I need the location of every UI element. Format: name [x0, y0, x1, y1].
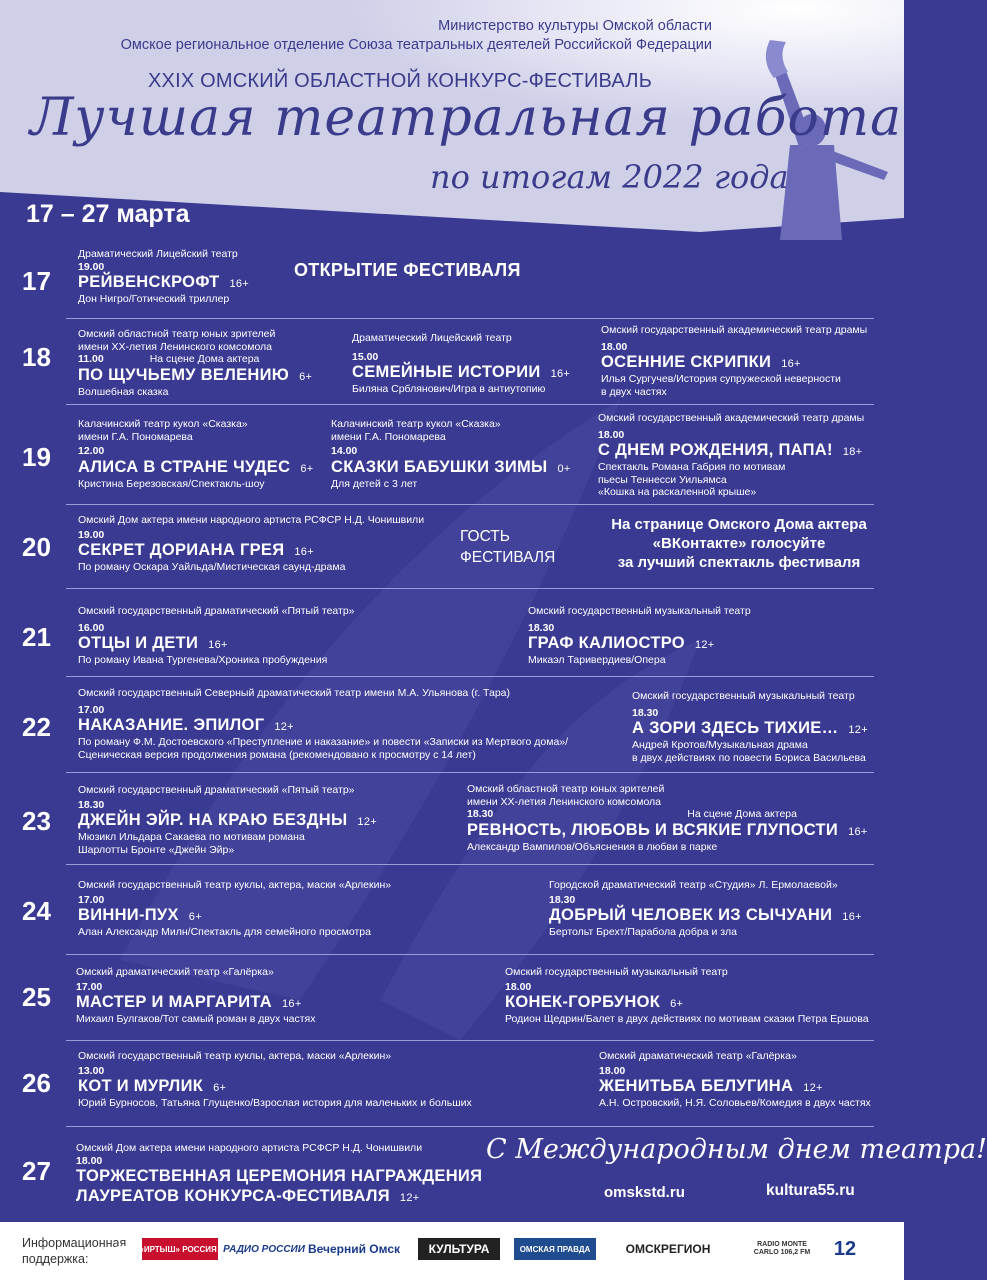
omskaya-pravda-logo: ОМСКАЯ ПРАВДА	[514, 1238, 596, 1260]
event-title: ОСЕННИЕ СКРИПКИ	[601, 353, 772, 372]
age-rating: 16+	[208, 639, 228, 652]
theatre-name: Омский государственный академический театр драмы	[598, 412, 865, 424]
event-description: Михаил Булгаков/Тот самый роман в двух частях	[76, 1012, 316, 1025]
event-time: 18.00	[598, 428, 625, 441]
age-rating: 6+	[188, 911, 202, 924]
festival-edition: XXIX ОМСКИЙ ОБЛАСТНОЙ КОНКУРС-ФЕСТИВАЛЬ	[148, 70, 653, 92]
event-time: 18.30	[78, 798, 105, 811]
separator	[66, 504, 874, 505]
theatre-name: Омский областной театр юных зрителей	[467, 783, 665, 795]
venue-note: На сцене Дома актера	[149, 353, 260, 366]
event-description: А.Н. Островский, Н.Я. Соловьев/Комедия в двух частях	[599, 1096, 871, 1109]
age-rating: 12+	[274, 721, 294, 734]
event-description: Мюзикл Ильдара Сакаева по мотивам романа	[78, 830, 305, 843]
event-description-line2: Сценическая версия продолжения романа (рекомендовано к просмотру с 14 лет)	[78, 748, 476, 761]
vk-voting-notice	[604, 516, 874, 572]
age-rating: 6+	[300, 462, 314, 475]
event-time: 16.00	[78, 621, 105, 634]
event-dorian-gray	[78, 514, 424, 574]
separator	[66, 676, 874, 677]
info-support-label	[22, 1236, 126, 1267]
radio-monte-carlo-logo: RADIO MONTE CARLO 106,2 FM	[753, 1241, 811, 1256]
guest-line2: ФЕСТИВАЛЯ	[460, 548, 556, 566]
day-26: 26	[22, 1068, 51, 1098]
event-description-line2: в двух действиях по повести Бориса Васильева	[632, 751, 866, 764]
channel-12-logo: 12	[833, 1237, 857, 1260]
event-happy-birthday-dad	[598, 412, 864, 499]
event-winter-tales	[331, 418, 571, 490]
festival-dates: 17 – 27 марта	[26, 200, 190, 228]
event-description: По роману Ф.М. Достоевского «Преступление и наказание» и повести «Записки из Мертвого дома»/	[78, 735, 569, 748]
event-title: СКАЗКИ БАБУШКИ ЗИМЫ	[331, 457, 548, 476]
event-description: Биляна Срблянович/Игра в антиутопию	[352, 382, 546, 395]
event-title: А ЗОРИ ЗДЕСЬ ТИХИЕ…	[632, 719, 839, 738]
event-time: 19.00	[78, 528, 105, 541]
event-description: По роману Ивана Тургенева/Хроника пробуждения	[78, 653, 328, 666]
event-description: Андрей Кротов/Музыкальная драма	[632, 738, 808, 751]
event-title: ВИННИ-ПУХ	[78, 906, 179, 925]
event-title: МАСТЕР И МАРГАРИТА	[76, 993, 272, 1012]
separator	[66, 1040, 874, 1041]
theatre-name: Омский государственный академический театр драмы	[601, 324, 868, 336]
event-description: Дон Нигро/Готический триллер	[78, 292, 230, 305]
age-rating: 0+	[557, 462, 571, 475]
separator	[66, 1126, 874, 1127]
event-good-person-sichuan	[549, 879, 862, 939]
festival-opening: ОТКРЫТИЕ ФЕСТИВАЛЯ	[294, 260, 521, 280]
event-time: 19.00	[78, 260, 105, 273]
event-description: Илья Сургучев/История супружеской неверности	[601, 372, 841, 385]
day-25: 25	[22, 982, 51, 1012]
day-18: 18	[22, 342, 51, 372]
theatre-name-line2: имени Г.А. Пономарева	[331, 430, 446, 443]
event-title: РЕЙВЕНСКРОФТ	[78, 273, 220, 292]
theatre-name: Калачинский театр кукол «Сказка»	[78, 418, 248, 430]
theatre-name: Омский государственный музыкальный театр	[505, 966, 728, 978]
event-count-cagliostro	[528, 605, 751, 667]
theatre-name-line2: имени Г.А. Пономарева	[78, 430, 193, 443]
separator	[66, 954, 874, 955]
event-time: 17.00	[76, 980, 103, 993]
age-rating: 12+	[848, 724, 868, 737]
event-time: 18.30	[549, 893, 576, 906]
ministry-name: Министерство культуры Омской области	[438, 18, 712, 34]
event-time: 18.00	[505, 980, 532, 993]
event-autumn-violins	[601, 324, 867, 398]
age-rating: 12+	[399, 1191, 420, 1204]
age-rating: 6+	[213, 1082, 227, 1095]
festival-guest	[460, 527, 555, 569]
day-17: 17	[22, 266, 51, 296]
event-title: ПО ЩУЧЬЕМУ ВЕЛЕНИЮ	[78, 365, 290, 384]
age-rating: 18+	[842, 446, 863, 459]
theatre-name: Омский Дом актера имени народного артиста РСФСР Н.Д. Чонишвили	[76, 1142, 423, 1154]
info-support-label-line1: Информационная	[22, 1236, 127, 1250]
event-time: 17.00	[78, 893, 105, 906]
theatre-name: Омский областной театр юных зрителей	[78, 328, 276, 340]
event-time: 13.00	[78, 1064, 105, 1077]
event-humpbacked-horse	[505, 966, 869, 1026]
age-rating: 16+	[842, 911, 862, 924]
day-22: 22	[22, 712, 51, 742]
event-title: НАКАЗАНИЕ. ЭПИЛОГ	[78, 716, 265, 735]
gtrk-irtysh-logo: ГТРК «ИРТЫШ» РОССИЯ ОМСК	[142, 1238, 218, 1260]
theatre-name: Калачинский театр кукол «Сказка»	[331, 418, 501, 430]
event-award-ceremony	[76, 1142, 482, 1207]
day-24: 24	[22, 896, 51, 926]
event-description: Микаэл Таривердиев/Опера	[528, 653, 666, 666]
event-title: КОТ И МУРЛИК	[78, 1077, 204, 1096]
event-time: 18.00	[601, 340, 628, 353]
event-title: ОТЦЫ И ДЕТИ	[78, 634, 199, 653]
day-27: 27	[22, 1156, 51, 1186]
event-time: 17.00	[78, 703, 105, 716]
separator	[66, 318, 874, 319]
union-name: Омское региональное отделение Союза театральных деятелей Российской Федерации	[120, 37, 712, 53]
venue-note: На сцене Дома актера	[687, 808, 797, 821]
age-rating: 16+	[781, 358, 801, 371]
theatre-name: Омский государственный театр куклы, актера, маски «Арлекин»	[78, 1050, 392, 1062]
event-alice	[78, 418, 313, 490]
event-title: ТОРЖЕСТВЕННАЯ ЦЕРЕМОНИЯ НАГРАЖДЕНИЯ	[76, 1167, 483, 1186]
vk-line1: На странице Омского Дома актера	[611, 516, 867, 533]
event-description: Юрий Бурносов, Татьяна Глущенко/Взрослая история для маленьких и больших	[78, 1096, 472, 1109]
event-description: Александр Вампилов/Объяснения в любви в парке	[467, 840, 718, 853]
day-20: 20	[22, 532, 51, 562]
event-time: 14.00	[331, 445, 358, 458]
radio-russia-logo: РАДИО РОССИИ	[223, 1243, 305, 1255]
event-time: 15.00	[352, 350, 379, 363]
separator	[66, 772, 874, 773]
guest-line1: ГОСТЬ	[460, 528, 510, 545]
event-title: ГРАФ КАЛИОСТРО	[528, 634, 685, 653]
theatre-name: Городской драматический театр «Студия» Л. Ермолаевой»	[549, 879, 838, 891]
event-description: Спектакль Романа Габрия по мотивам	[598, 460, 786, 473]
website-omskstd[interactable]: omskstd.ru	[604, 1184, 685, 1201]
info-support-label-line2: поддержка:	[22, 1251, 89, 1266]
event-dawns-here-are-quiet	[632, 690, 868, 764]
event-description: Алан Александр Милн/Спектакль для семейного просмотра	[78, 925, 371, 938]
vk-line3: за лучший спектакль фестиваля	[617, 553, 861, 571]
event-belugin-marriage	[599, 1050, 871, 1110]
event-description: Для детей с 3 лет	[331, 477, 418, 490]
event-po-shchuchemu	[78, 328, 312, 398]
age-rating: 16+	[294, 546, 314, 559]
theatre-name: Омский государственный драматический «Пятый театр»	[78, 784, 355, 796]
event-time: 12.00	[78, 445, 105, 458]
vk-line2: «ВКонтакте» голосуйте	[652, 534, 826, 552]
vecherniy-omsk-logo: Вечерний Омск	[307, 1242, 401, 1256]
event-fathers-and-sons	[78, 605, 355, 667]
event-description: Волшебная сказка	[78, 385, 169, 398]
theatre-name: Омский Дом актера имени народного артиста РСФСР Н.Д. Чонишвили	[78, 514, 425, 526]
day-19: 19	[22, 442, 51, 472]
theatre-name: Омский государственный музыкальный театр	[632, 690, 855, 702]
event-title: РЕВНОСТЬ, ЛЮБОВЬ И ВСЯКИЕ ГЛУПОСТИ	[467, 820, 839, 839]
event-punishment-epilogue	[78, 687, 568, 761]
event-description: Родион Щедрин/Балет в двух действиях по мотивам сказки Петра Ершова	[505, 1012, 869, 1025]
event-title: ДОБРЫЙ ЧЕЛОВЕК ИЗ СЫЧУАНИ	[549, 906, 833, 925]
age-rating: 16+	[848, 825, 868, 838]
sponsors-footer	[0, 1222, 904, 1280]
day-23: 23	[22, 806, 51, 836]
event-time: 18.00	[76, 1154, 103, 1167]
theatre-name: Омский драматический театр «Галёрка»	[76, 966, 274, 978]
website-kultura55[interactable]: kultura55.ru	[766, 1182, 855, 1199]
event-title: ЖЕНИТЬБА БЕЛУГИНА	[599, 1077, 794, 1096]
theatre-name: Омский государственный Северный драматический театр имени М.А. Ульянова (г. Тара)	[78, 687, 511, 699]
age-rating: 12+	[357, 816, 377, 829]
age-rating: 12+	[694, 639, 715, 652]
separator	[66, 404, 874, 405]
festival-subtitle: по итогам 2022 года	[430, 158, 789, 196]
event-title: СЕМЕЙНЫЕ ИСТОРИИ	[352, 363, 541, 382]
kultura-logo: КУЛЬТУРА	[418, 1238, 500, 1260]
event-description: Бертольт Брехт/Парабола добра и зла	[549, 925, 737, 938]
event-time: 18.30	[528, 621, 555, 634]
day-21: 21	[22, 622, 51, 652]
age-rating: 16+	[229, 278, 250, 291]
theatre-name: Драматический Лицейский театр	[78, 248, 238, 260]
omskregion-logo: ОМСКРЕГИОН	[625, 1242, 711, 1256]
event-kot-and-murlik	[78, 1050, 472, 1110]
event-title: ДЖЕЙН ЭЙР. НА КРАЮ БЕЗДНЫ	[78, 811, 348, 830]
event-master-and-margarita	[76, 966, 316, 1026]
theatre-name: Омский государственный музыкальный театр	[528, 605, 751, 617]
event-description-line2: в двух частях	[601, 385, 667, 398]
festival-title: Лучшая театральная работа	[30, 88, 903, 148]
age-rating: 6+	[670, 998, 684, 1011]
event-title: КОНЕК-ГОРБУНОК	[505, 993, 661, 1012]
event-time: 18.30	[632, 706, 659, 719]
theatre-name: Омский государственный театр куклы, актера, маски «Арлекин»	[78, 879, 392, 891]
event-raven	[78, 248, 249, 306]
theatre-name: Драматический Лицейский театр	[352, 332, 512, 344]
age-rating: 16+	[550, 368, 571, 381]
theatre-day-greeting: С Международным днем театра!	[486, 1134, 987, 1165]
event-time: 11.00	[78, 353, 104, 366]
event-description: Кристина Березовская/Спектакль-шоу	[78, 477, 265, 490]
event-title: СЕКРЕТ ДОРИАНА ГРЕЯ	[78, 541, 285, 560]
age-rating: 12+	[803, 1082, 823, 1095]
theatre-name-line2: имени XX-летия Ленинского комсомола	[78, 340, 273, 353]
event-jane-eyre	[78, 784, 377, 856]
event-title-line2: ЛАУРЕАТОВ КОНКУРСА-ФЕСТИВАЛЯ	[76, 1186, 390, 1205]
event-jealousy-love	[467, 783, 868, 853]
event-description-line2: Шарлотты Бронте «Джейн Эйр»	[78, 843, 235, 856]
age-rating: 6+	[299, 370, 313, 383]
event-winnie-the-pooh	[78, 879, 391, 939]
event-description-line2: пьесы Теннесси Уильямса	[598, 473, 727, 486]
event-family-stories	[352, 332, 570, 396]
event-time: 18.00	[599, 1064, 626, 1077]
event-time: 18.30	[467, 808, 494, 821]
event-description: По роману Оскара Уайльда/Мистическая саунд-драма	[78, 560, 346, 573]
event-title: АЛИСА В СТРАНЕ ЧУДЕС	[78, 457, 291, 476]
event-description-line3: «Кошка на раскаленной крыше»	[598, 486, 757, 499]
theatre-name-line2: имени XX-летия Ленинского комсомола	[467, 795, 662, 808]
theatre-name: Омский драматический театр «Галёрка»	[599, 1050, 797, 1062]
age-rating: 16+	[282, 998, 302, 1011]
separator	[66, 588, 874, 589]
separator	[66, 864, 874, 865]
theatre-name: Омский государственный драматический «Пятый театр»	[78, 605, 355, 617]
event-title: С ДНЕМ РОЖДЕНИЯ, ПАПА!	[598, 441, 833, 460]
